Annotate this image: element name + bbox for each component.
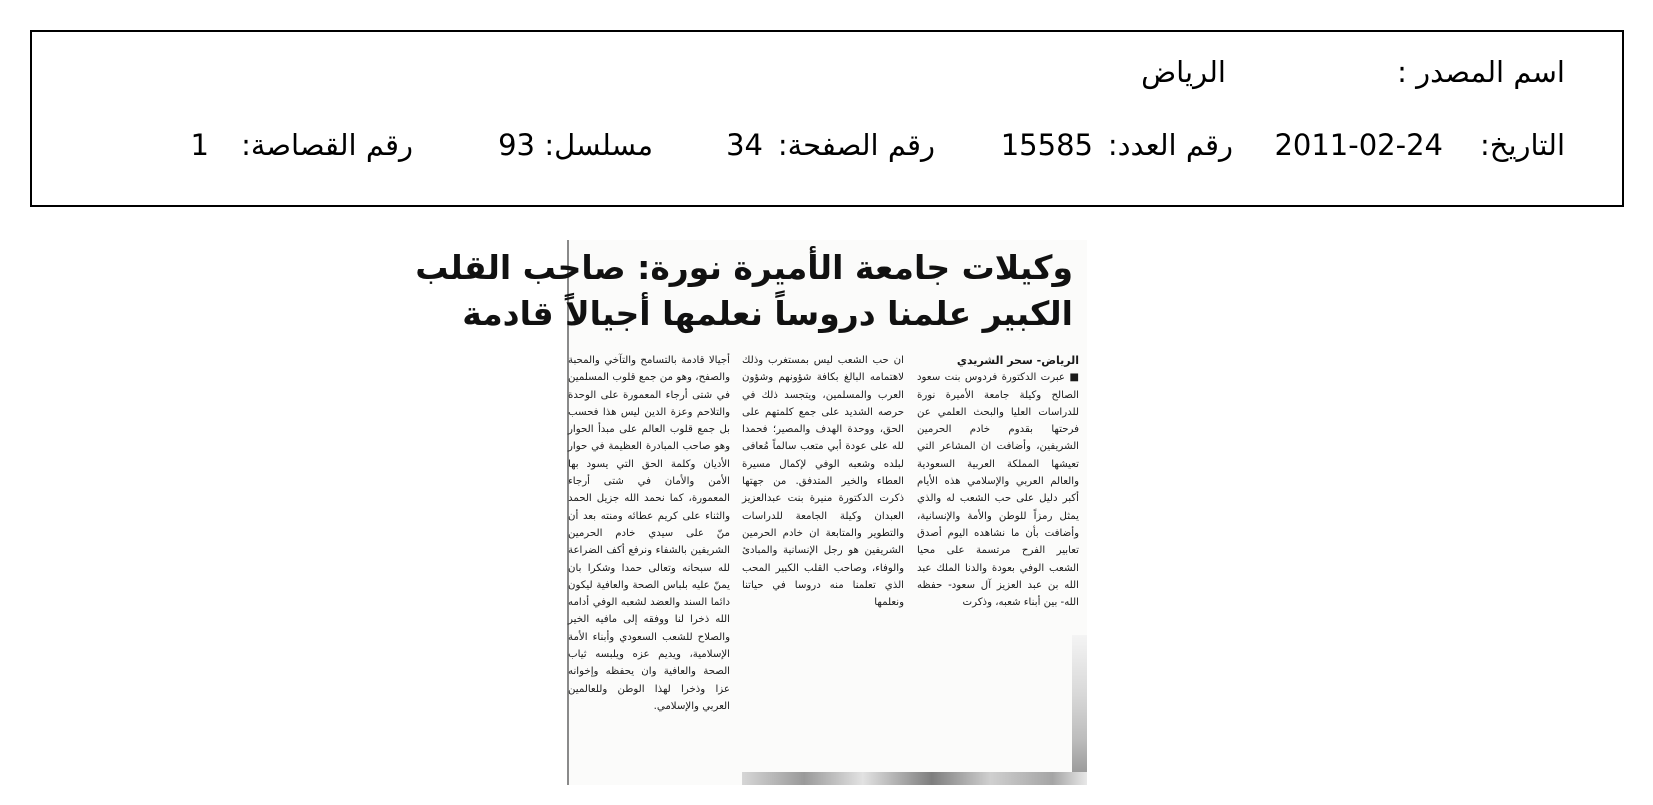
column-3-text: أجيالا قادمة بالتسامح والتآخي والمحبة والصفح، وهو من جمع قلوب المسلمين في شتى أرجاء المعمورة على الوحدة والتلاحم وعزة الدين ليس هذا فحسب بل جمع قلوب العالم على مبدأ الحوار وهو صاحب المبادرة العظيمة في حوار الأديان وكلمة الحق التي يسود بها الأمن والأمان في شتى أرجاء المعمورة، كما نحمد الله جزيل الحمد والثناء على كريم عطائه ومنته بعد أن منّ على سيدي خادم الحرمين الشريفين بالشفاء ونرفع أكف الضراعة لله سبحانه وتعالى حمدا وشكرا بان يمنّ عليه بلباس الصحة والعافية ليكون دائما السند والعضد لشعبه الوفي أدامه الله ذخرا لنا ووفقه إلى مافيه الخير والصلاح للشعب السعودي وأبناء الأمة الإسلامية، ويديم عزه ويلبسه ثياب الصحة والعافية وان يحفظه وإخوانه عزا وذخرا لهذا الوطن وللعالمين العربي والإسلامي. bbox=[568, 355, 730, 712]
page-value: 34 bbox=[726, 128, 763, 162]
photo-fragment-bottom bbox=[742, 772, 1087, 785]
metadata-box bbox=[30, 30, 1624, 207]
column-1-text: ■ عبرت الدكتورة فردوس بنت سعود الصالح وكيلة جامعة الأميرة نورة للدراسات العليا والبحث العلمي عن فرحتها بقدوم خادم الحرمين الشريفين، وأضافت ان المشاعر التي تعيشها المملكة العربية السعودية والعالم العربي والإسلامي هذه الأيام أكبر دليل على حب الشعب له والذي يمثل رمزاً للوطن والأمة والإنسانية، وأضافت بأن ما نشاهده اليوم أصدق تعابير الفرح مرتسمة على محيا الشعب الوفي بعودة والدنا الملك عبد الله بن عبد العزيز آل سعود- حفظه الله- بين أبناء شعبه، وذكرت bbox=[917, 372, 1079, 609]
headline-line-1: وكيلات جامعة الأميرة نورة: صاحب القلب bbox=[415, 248, 1073, 287]
clip-label: رقم القصاصة: bbox=[241, 128, 413, 162]
newspaper-clipping bbox=[415, 240, 1087, 785]
serial-value: 93 bbox=[498, 128, 535, 162]
page-label: رقم الصفحة: bbox=[777, 128, 935, 162]
issue-value: 15585 bbox=[1000, 128, 1093, 162]
article-column-1 bbox=[917, 352, 1079, 611]
byline: الرياض- سحر الشريدي bbox=[956, 354, 1079, 367]
source-label: اسم المصدر : bbox=[1397, 55, 1565, 89]
date-label: التاريخ: bbox=[1479, 128, 1565, 162]
article-column-3 bbox=[568, 352, 730, 715]
serial-label: مسلسل: bbox=[544, 128, 653, 162]
issue-label: رقم العدد: bbox=[1107, 128, 1233, 162]
article-column-2 bbox=[742, 352, 904, 611]
clip-value: 1 bbox=[190, 128, 209, 162]
date-value: 2011-02-24 bbox=[1274, 128, 1443, 162]
source-value: الرياض bbox=[1141, 55, 1226, 89]
column-2-text: ان حب الشعب ليس بمستغرب وذلك لاهتمامه البالغ بكافة شؤونهم وشؤون العرب والمسلمين، ويتجسد ذلك في حرصه الشديد على جمع كلمتهم على الحق، ووحدة الهدف والمصير؛ فحمدا لله على عودة أبي متعب سالماً مُعافى لبلده وشعبه الوفي لإكمال مسيرة العطاء والخير المتدفق. من جهتها ذكرت الدكتورة منيرة بنت عبدالعزيز العبدان وكيلة الجامعة للدراسات والتطوير والمتابعة ان خادم الحرمين الشريفين هو رجل الإنسانية والمبادئ والوفاء، وصاحب القلب الكبير المحب الذي تعلمنا منه دروسا في حياتنا ونعلمها bbox=[742, 355, 904, 609]
headline-line-2: الكبير علمنا دروساً نعلمها أجيالاً قادمة bbox=[462, 294, 1073, 333]
photo-fragment-right bbox=[1072, 635, 1087, 785]
